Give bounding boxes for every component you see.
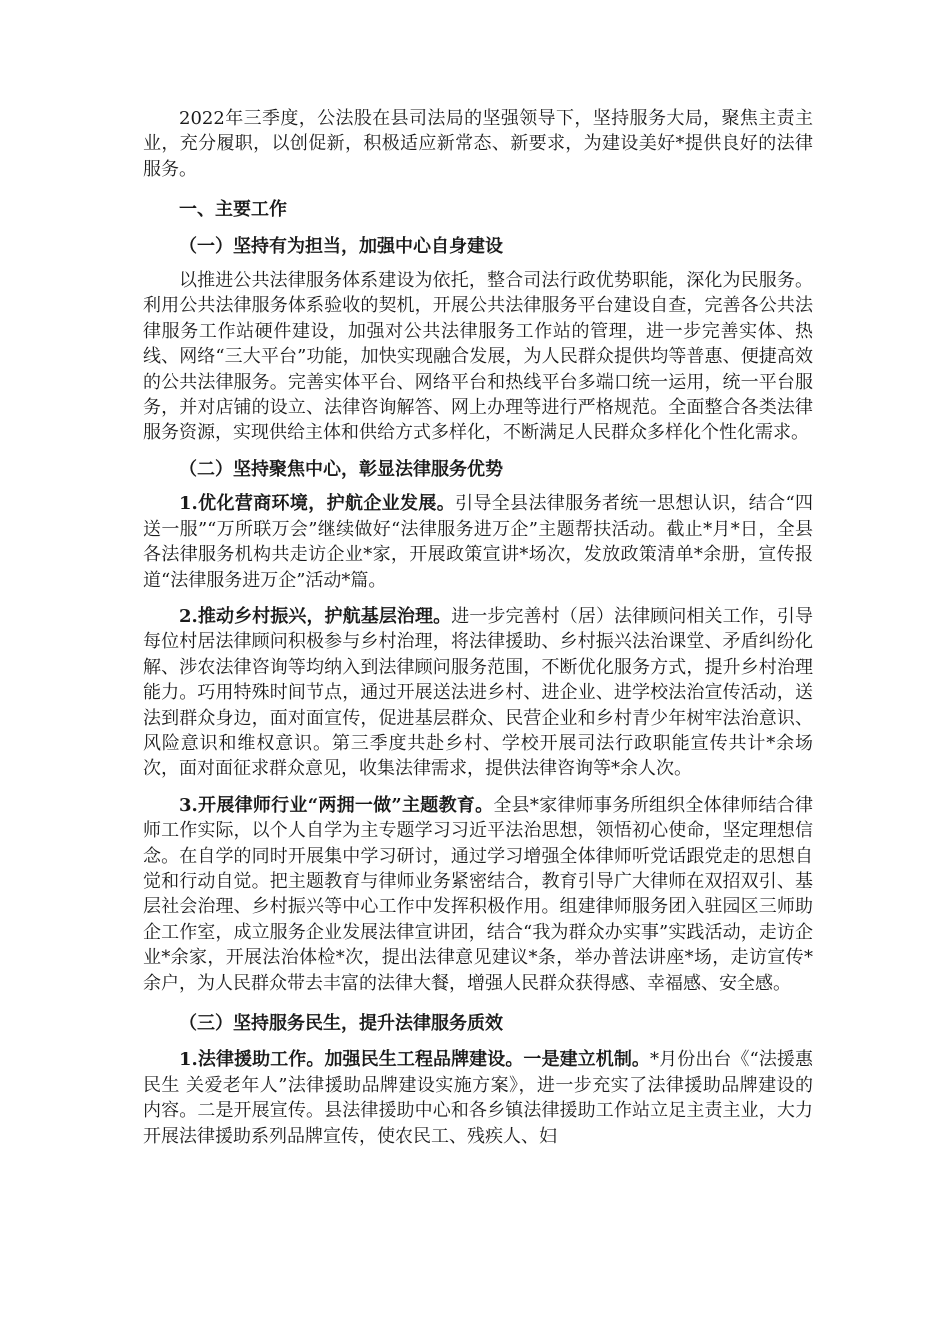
subsection-heading-1: （一）坚持有为担当，加强中心自身建设 (179, 235, 503, 257)
item-lead: 2.推动乡村振兴，护航基层治理。 (179, 605, 452, 627)
item-lead: 1.优化营商环境，护航企业发展。 (179, 493, 456, 515)
item-lead: 3.开展律师行业“两拥一做”主题教育。 (179, 794, 494, 816)
document-page (143, 106, 813, 1149)
subsection-heading-3: （三）坚持服务民生，提升法律服务质效 (179, 1013, 503, 1034)
item-lead: 1.法律援助工作。加强民生工程品牌建设。一是建立机制。 (179, 1049, 651, 1071)
item-body: 进一步完善村（居）法律顾问相关工作，引导每位村居法律顾问积极参与乡村治理，将法律援助、乡村振兴法治课堂、矛盾纠纷化解、涉农法律咨询等均纳入到法律顾问服务范围，不断优化服务方式，提升乡村治理能力。巧用特殊时间节点，通过开展送法进乡村、进企业、进学校法治宣传活动，送法到群众身边，面对面宣传，促进基层群众、民营企业和乡村青少年树牢法治意识、风险意识和维权意识。第三季度共赴乡村、学校开展司法行政职能宣传共计*余场次，面对面征求群众意见，收集法律需求，提供法律咨询等*余人次。 (143, 605, 813, 780)
intro-paragraph: 2022年三季度，公法股在县司法局的坚强领导下，坚持服务大局，聚焦主责主业，充分履职，以创促新，积极适应新常态、新要求，为建设美好*提供良好的法律服务。 (143, 108, 813, 180)
item-body: 引导全县法律服务者统一思想认识，结合“四送一服”“万所联万会”继续做好“法律服务进万企”主题帮扶活动。截止*月*日，全县各法律服务机构共走访企业*家，开展政策宣讲*场次，发放政策清单*余册，宣传报道“法律服务进万企”活动*篇。 (143, 493, 813, 591)
item-body: *月份出台《“法援惠民生 关爱老年人”法律援助品牌建设实施方案》，进一步充实了法律援助品牌建设的内容。二是开展宣传。县法律援助中心和各乡镇法律援助工作站立足主责主业，大力开展法律援助系列品牌宣传，使农民工、残疾人、妇 (143, 1049, 814, 1147)
section-heading-main-work: 一、主要工作 (179, 199, 287, 221)
subsection-3-item-1 (143, 1047, 813, 1149)
subsection-heading-2: （二）坚持聚焦中心，彰显法律服务优势 (179, 458, 503, 480)
subsection-2-item-2 (143, 604, 813, 782)
item-body: 全县*家律师事务所组织全体律师结合律师工作实际，以个人自学为主专题学习习近平法治思想，领悟初心使命，坚定理想信念。在自学的同时开展集中学习研讨，通过学习增强全体律师听党话跟党走的思想自觉和行动自觉。把主题教育与律师业务紧密结合，教育引导广大律师在双招双引、基层社会治理、乡村振兴等中心工作中发挥积极作用。组建律师服务团入驻园区三师助企工作室，成立服务企业发展法律宣讲团，结合“我为群众办实事”实践活动，走访企业*余家，开展法治体检*次，提出法律意见建议*条，举办普法讲座*场，走访宣传*余户，为人民群众带去丰富的法律大餐，增强人民群众获得感、幸福感、安全感。 (143, 794, 814, 994)
subsection-2-item-1 (143, 491, 813, 593)
subsection-1-body: 以推进公共法律服务体系建设为依托，整合司法行政优势职能，深化为民服务。利用公共法律服务体系验收的契机，开展公共法律服务平台建设自查，完善各公共法律服务工作站硬件建设，加强对公共法律服务工作站的管理，进一步完善实体、热线、网络“三大平台”功能，加快实现融合发展，为人民群众提供均等普惠、便捷高效的公共法律服务。完善实体平台、网络平台和热线平台多端口统一运用，统一平台服务，并对店铺的设立、法律咨询解答、网上办理等进行严格规范。全面整合各类法律服务资源，实现供给主体和供给方式多样化，不断满足人民群众多样化个性化需求。 (143, 270, 813, 444)
subsection-2-item-3 (143, 793, 813, 996)
